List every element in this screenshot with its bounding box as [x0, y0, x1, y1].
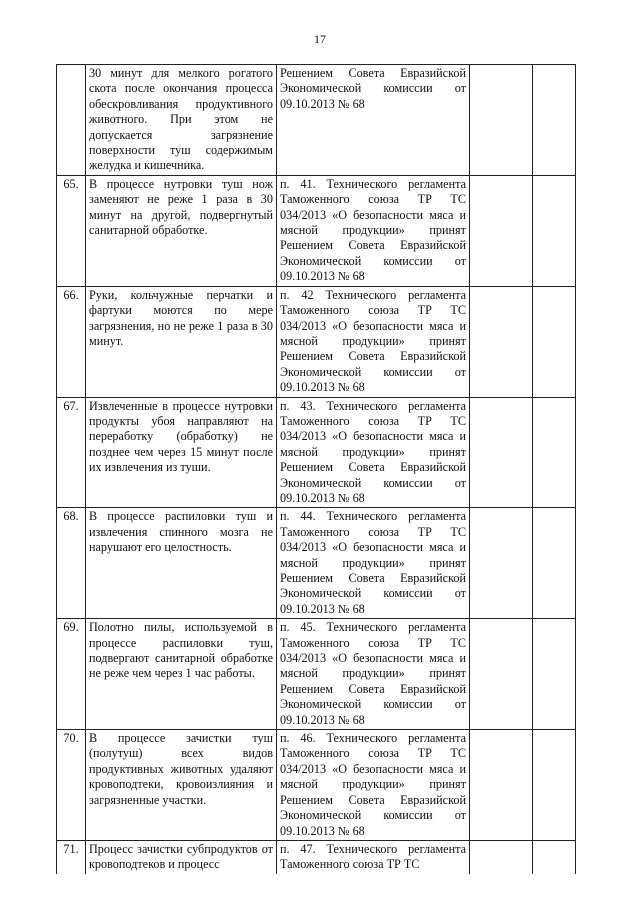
reference-cell: Решением Совета Евразийской Экономической комиссии от 09.10.2013 № 68 — [277, 65, 470, 176]
row-number: 71. — [57, 840, 86, 873]
empty-cell — [533, 175, 576, 286]
reference-cell: п. 46. Технического регламента Таможенного союза ТР ТС 034/2013 «О безопасности мяса и мясной продукции» принят Решением Совета Евразийской Экономической комиссии от 09.10.2013 № 68 — [277, 730, 470, 841]
empty-cell — [533, 619, 576, 730]
empty-cell — [470, 619, 533, 730]
table-row — [57, 397, 576, 508]
requirement-cell: Полотно пилы, используемой в процессе распиловки туш, подвергают санитарной обработке не реже чем через 1 час работы. — [86, 619, 277, 730]
empty-cell — [533, 65, 576, 176]
empty-cell — [533, 286, 576, 397]
empty-cell — [470, 730, 533, 841]
reference-cell: п. 42 Технического регламента Таможенного союза ТР ТС 034/2013 «О безопасности мяса и мясной продукции» принят Решением Совета Евразийской Экономической комиссии от 09.10.2013 № 68 — [277, 286, 470, 397]
reference-cell: п. 41. Технического регламента Таможенного союза ТР ТС 034/2013 «О безопасности мяса и мясной продукции» принят Решением Совета Евразийской Экономической комиссии от 09.10.2013 № 68 — [277, 175, 470, 286]
requirement-cell: В процессе нутровки туш нож заменяют не реже 1 раза в 30 минут на другой, подвергнутый санитарной обработке. — [86, 175, 277, 286]
empty-cell — [533, 508, 576, 619]
requirement-cell: 30 минут для мелкого рогатого скота после окончания процесса обескровливания продуктивного животного. При этом не допускается загрязнение поверхности туш содержимым желудка и кишечника. — [86, 65, 277, 176]
table-row — [57, 508, 576, 619]
empty-cell — [533, 730, 576, 841]
empty-cell — [470, 508, 533, 619]
table-row — [57, 840, 576, 873]
row-number — [57, 65, 86, 176]
requirement-cell: В процессе распиловки туш и извлечения спинного мозга не нарушают его целостность. — [86, 508, 277, 619]
empty-cell — [470, 397, 533, 508]
requirement-cell: Руки, кольчужные перчатки и фартуки моются по мере загрязнения, но не реже 1 раза в 30 минут. — [86, 286, 277, 397]
row-number: 66. — [57, 286, 86, 397]
row-number: 68. — [57, 508, 86, 619]
regulation-table — [56, 64, 576, 874]
reference-cell: п. 47. Технического регламента Таможенного союза ТР ТС — [277, 840, 470, 873]
empty-cell — [470, 65, 533, 176]
row-number: 69. — [57, 619, 86, 730]
table-row — [57, 175, 576, 286]
empty-cell — [470, 175, 533, 286]
page-number: 17 — [314, 32, 326, 46]
table-row — [57, 619, 576, 730]
empty-cell — [470, 286, 533, 397]
table-row — [57, 65, 576, 176]
reference-cell: п. 43. Технического регламента Таможенного союза ТР ТС 034/2013 «О безопасности мяса и мясной продукции» принят Решением Совета Евразийской Экономической комиссии от 09.10.2013 № 68 — [277, 397, 470, 508]
reference-cell: п. 45. Технического регламента Таможенного союза ТР ТС 034/2013 «О безопасности мяса и мясной продукции» принят Решением Совета Евразийской Экономической комиссии от 09.10.2013 № 68 — [277, 619, 470, 730]
table-row — [57, 730, 576, 841]
row-number: 67. — [57, 397, 86, 508]
requirement-cell: Извлеченные в процессе нутровки продукты убоя направляют на переработку (обработку) не позднее чем через 15 минут после их извлечения из туши. — [86, 397, 277, 508]
row-number: 65. — [57, 175, 86, 286]
requirement-cell: Процесс зачистки субпродуктов от кровоподтеков и процесс — [86, 840, 277, 873]
empty-cell — [470, 840, 533, 873]
row-number: 70. — [57, 730, 86, 841]
table-row — [57, 286, 576, 397]
empty-cell — [533, 397, 576, 508]
empty-cell — [533, 840, 576, 873]
requirement-cell: В процессе зачистки туш (полутуш) всех видов продуктивных животных удаляют кровоподтеки, кровоизлияния и загрязненные участки. — [86, 730, 277, 841]
reference-cell: п. 44. Технического регламента Таможенного союза ТР ТС 034/2013 «О безопасности мяса и мясной продукции» принят Решением Совета Евразийской Экономической комиссии от 09.10.2013 № 68 — [277, 508, 470, 619]
